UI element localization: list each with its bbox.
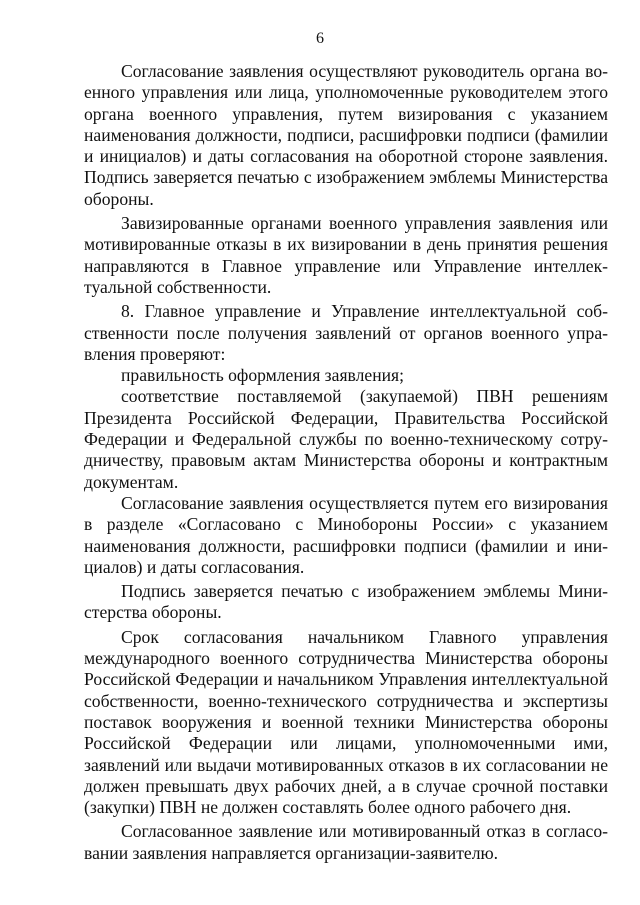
paragraph-signature-seal: Подпись заверяется печатью с изображением эмблемы Министерства обороны.	[84, 581, 608, 623]
paragraph-approval-procedure: Согласование заявления осуществляют руководитель органа военного управления или лица, уполномоченные руководителем этого органа военного управления, путем визирования с указанием наименования должности, подписи, расшифровки подписи (фамилии и инициалов) и даты согласования на оборотной стороне заявления. Подпись заверяется печатью с изображением эмблемы Министерства обороны.	[84, 61, 608, 209]
page-number: 6	[316, 30, 324, 47]
paragraph-item-8: 8. Главное управление и Управление интеллектуальной собственности после получения заявлений от органов военного управления проверяют:	[84, 301, 608, 364]
paragraph-sent-to-applicant: Согласованное заявление или мотивированный отказ в согласовании заявления направляется организации-заявителю.	[84, 821, 608, 863]
paragraph-approval-by-endorsement: Согласование заявления осуществляется путем его визирования в разделе «Согласовано с Минобороны России» с указанием наименования должности, расшифровки подписи (фамилии и инициалов) и даты согласования.	[84, 492, 608, 577]
paragraph-endorsed-applications: Завизированные органами военного управления заявления или мотивированные отказы в их визировании в день принятия решения направляются в Главное управление или Управление интеллектуальной собственности.	[84, 213, 608, 297]
document-body	[84, 61, 608, 864]
paragraph-approval-deadline: Срок согласования начальником Главного управления международного военного сотрудничества Министерства обороны Российской Федерации и начальником Управления интеллектуальной собственности, военно-технического сотрудничества и экспертизы поставок вооружения и военной техники Министерства обороны Российской Федерации или лицами, уполномоченными ими, заявлений или выдачи мотивированных отказов в их согласовании не должен превышать двух рабочих дней, а в случае срочной поставки (закупки) ПВН не должен составлять более одного рабочего дня.	[84, 626, 608, 818]
paragraph-check-correctness: правильность оформления заявления;	[121, 365, 405, 386]
paragraph-check-compliance: соответствие поставляемой (закупаемой) ПВН решениям Президента Российской Федерации, Правительства Российской Федерации и Федеральной службы по военно-техническому сотрудничеству, правовым актам Министерства обороны и контрактным документам.	[84, 386, 608, 492]
